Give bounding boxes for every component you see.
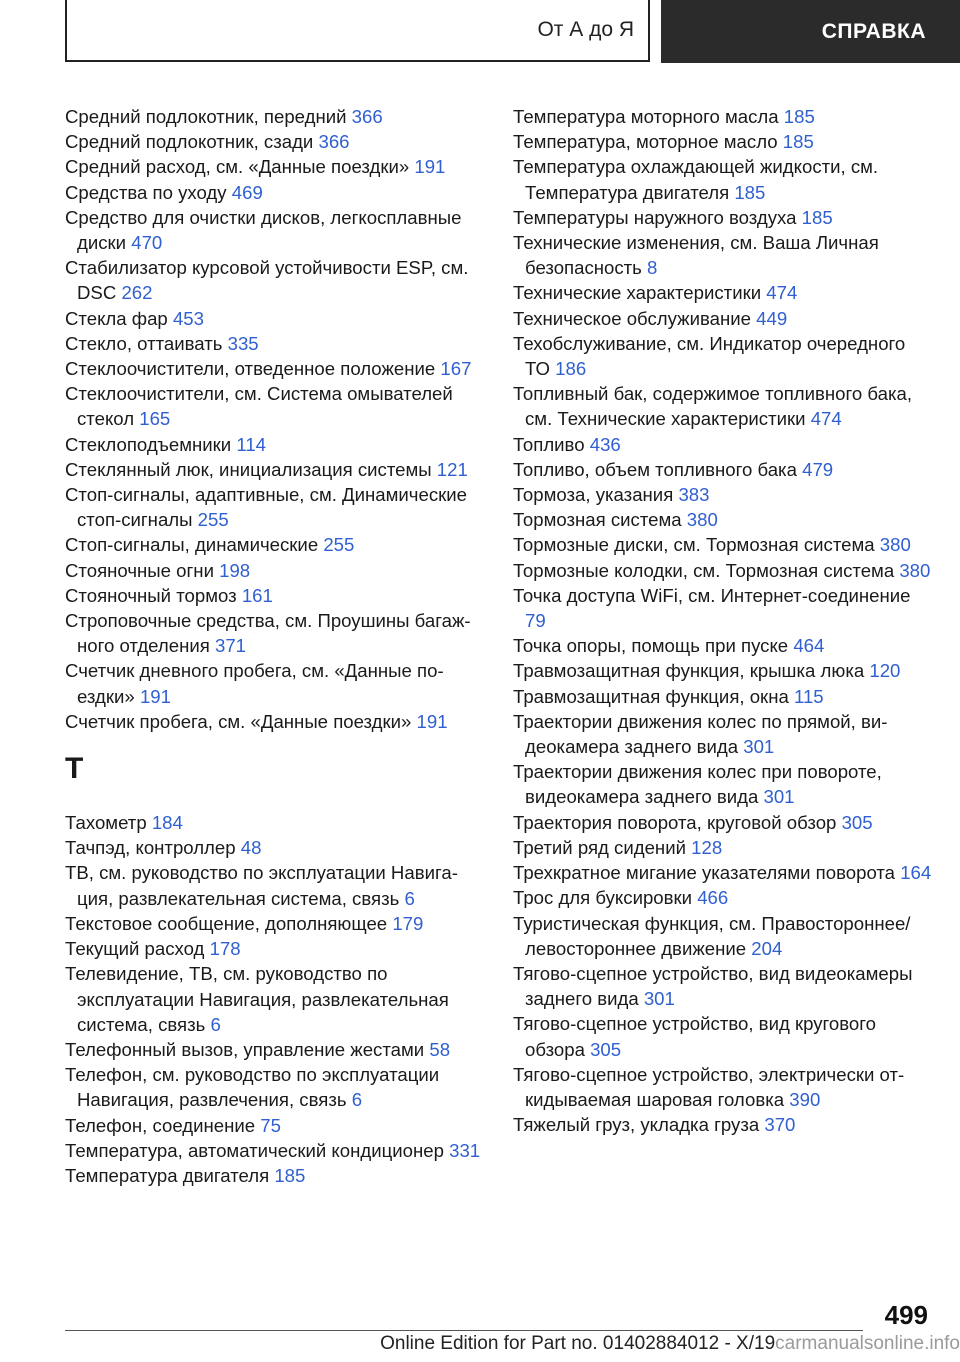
index-entry-text: Тягово-сцепное устройство, вид кругового обзора bbox=[513, 1013, 876, 1060]
page-link[interactable]: 79 bbox=[525, 610, 546, 632]
section-title: От А до Я bbox=[537, 18, 634, 41]
page-link[interactable]: 115 bbox=[793, 685, 824, 707]
page-link[interactable]: 370 bbox=[764, 1114, 796, 1136]
index-entry bbox=[65, 306, 485, 331]
page-link[interactable]: 191 bbox=[414, 156, 446, 178]
footer-watermark: carmanualsonline.info bbox=[775, 1333, 960, 1354]
index-entry-text: Стояночный тормоз bbox=[65, 584, 237, 606]
page-link[interactable]: 128 bbox=[691, 836, 723, 858]
index-entry-text: Счетчик пробега, см. «Данные поездки» bbox=[65, 710, 412, 732]
page-link[interactable]: 301 bbox=[743, 736, 775, 758]
index-entry-text: Стеклянный люк, инициализация системы bbox=[65, 458, 432, 480]
index-entry-text: Счетчик дневного пробега, см. «Данные поездки» bbox=[65, 660, 444, 707]
index-entry-text: Температуры наружного воздуха bbox=[513, 206, 797, 228]
index-entry bbox=[513, 532, 933, 557]
index-entry bbox=[65, 608, 485, 658]
index-entry-text: Техническое обслуживание bbox=[513, 307, 751, 329]
index-entry-text: Средства по уходу bbox=[65, 181, 227, 203]
index-entry-text: Травмозащитная функция, окна bbox=[513, 685, 789, 707]
page-link[interactable]: 380 bbox=[879, 534, 911, 556]
page-link[interactable]: 474 bbox=[810, 408, 842, 430]
index-entry-text: Стояночные огни bbox=[65, 559, 214, 581]
index-entry-text: Точка доступа WiFi, см. Интернет-соединение bbox=[513, 584, 911, 606]
page-link[interactable]: 178 bbox=[209, 938, 241, 960]
page-link[interactable]: 366 bbox=[351, 106, 383, 127]
index-entry-text: Тормозные диски, см. Тормозная система bbox=[513, 534, 875, 556]
index-entry bbox=[65, 381, 485, 431]
index-entry-text: Топливо bbox=[513, 433, 585, 455]
index-entry-text: Строповочные средства, см. Проушины багажного отделения bbox=[65, 610, 471, 657]
page-link[interactable]: 366 bbox=[318, 131, 350, 153]
page-link[interactable]: 380 bbox=[899, 559, 931, 581]
index-entry bbox=[65, 810, 485, 835]
index-entry bbox=[65, 961, 485, 1037]
page-link[interactable]: 114 bbox=[236, 433, 267, 455]
index-entry-text: Технические изменения, см. Ваша Личная безопасность bbox=[513, 232, 879, 279]
index-entry bbox=[65, 1037, 485, 1062]
index-entry bbox=[513, 911, 933, 961]
index-entry-text: Температура, моторное масло bbox=[513, 131, 778, 153]
index-entry bbox=[513, 835, 933, 860]
index-entry bbox=[513, 129, 933, 154]
index-entry-text: Тягово-сцепное устройство, вид видеокамеры заднего вида bbox=[513, 962, 913, 1010]
index-entry bbox=[65, 583, 485, 608]
index-entry bbox=[513, 885, 933, 910]
index-entry bbox=[513, 1011, 933, 1061]
index-entry-text: Технические характеристики bbox=[513, 282, 762, 304]
page-link[interactable]: 469 bbox=[231, 181, 263, 203]
index-entry bbox=[65, 860, 485, 910]
section-tab bbox=[65, 0, 650, 62]
page-link[interactable]: 8 bbox=[647, 257, 658, 279]
index-entry-text: Телефонный вызов, управление жестами bbox=[65, 1038, 425, 1060]
index-entry bbox=[513, 633, 933, 658]
index-entry bbox=[65, 936, 485, 961]
page-link[interactable]: 466 bbox=[697, 887, 729, 909]
index-entry bbox=[513, 104, 933, 129]
index-entry bbox=[513, 658, 933, 683]
index-entry bbox=[513, 558, 933, 583]
index-entry bbox=[65, 1138, 485, 1163]
page-link[interactable]: 185 bbox=[801, 206, 833, 228]
page-link[interactable]: 48 bbox=[240, 837, 262, 859]
index-column-right bbox=[513, 104, 933, 1137]
index-entry bbox=[513, 1112, 933, 1137]
page-link[interactable]: 75 bbox=[260, 1114, 281, 1136]
index-entry bbox=[513, 507, 933, 532]
index-entry bbox=[65, 205, 485, 255]
index-entry-text: Стекло, оттаивать bbox=[65, 332, 223, 354]
page-link[interactable]: 305 bbox=[590, 1038, 622, 1060]
page-link[interactable]: 184 bbox=[151, 812, 183, 834]
page-link[interactable]: 6 bbox=[351, 1089, 363, 1111]
index-entry-text: Тяжелый груз, укладка груза bbox=[513, 1114, 760, 1136]
index-entry-text: Тягово-сцепное устройство, электрически откидываемая шаровая головка bbox=[513, 1063, 905, 1110]
page-link[interactable]: 255 bbox=[197, 509, 229, 531]
index-entry bbox=[513, 306, 933, 331]
index-entry bbox=[513, 709, 933, 759]
index-entry bbox=[65, 154, 485, 179]
index-entry-text: Средство для очистки дисков, легкосплавные диски bbox=[65, 206, 462, 254]
page-link[interactable]: 464 bbox=[793, 635, 825, 657]
page-link[interactable]: 479 bbox=[802, 458, 834, 480]
page-link[interactable]: 164 bbox=[900, 862, 932, 884]
index-entry bbox=[513, 684, 933, 709]
page-link[interactable]: 335 bbox=[227, 332, 259, 354]
index-entry bbox=[65, 1062, 485, 1112]
index-entry-text: Топливный бак, содержимое топливного бака, см. Технические характеристики bbox=[513, 383, 913, 430]
index-entry bbox=[65, 658, 485, 708]
page-link[interactable]: 380 bbox=[686, 509, 718, 531]
index-entry-text: Средний подлокотник, передний bbox=[65, 106, 347, 127]
index-entry-text: Температура двигателя bbox=[65, 1164, 270, 1186]
index-entry bbox=[65, 532, 485, 557]
index-entry-text: Техобслуживание, см. Индикатор очередного ТО bbox=[513, 332, 906, 380]
chapter-tab bbox=[661, 0, 960, 63]
index-entry bbox=[513, 759, 933, 809]
index-entry bbox=[513, 457, 933, 482]
page-link[interactable]: 6 bbox=[404, 887, 415, 909]
index-entry-text: Средний подлокотник, сзади bbox=[65, 131, 314, 153]
index-entry-text: Стекла фар bbox=[65, 307, 168, 329]
page-link[interactable]: 262 bbox=[121, 282, 153, 304]
index-entry-text: ТВ, см. руководство по эксплуатации Навигация, развлекательная система, связь bbox=[65, 862, 458, 909]
index-list bbox=[513, 104, 933, 1137]
index-entry-text: Травмозащитная функция, крышка люка bbox=[513, 660, 865, 682]
index-entry bbox=[65, 432, 485, 457]
page-link[interactable]: 161 bbox=[241, 584, 273, 606]
index-list bbox=[65, 810, 485, 1188]
page-link[interactable]: 301 bbox=[643, 988, 675, 1010]
index-entry-text: Тормозная система bbox=[513, 509, 682, 531]
index-entry bbox=[65, 356, 485, 381]
page-link[interactable]: 305 bbox=[841, 811, 873, 833]
index-entry-text: Траектория поворота, круговой обзор bbox=[513, 811, 837, 833]
index-letter-heading: Т bbox=[65, 752, 84, 786]
page-link[interactable]: 191 bbox=[139, 685, 171, 707]
page-link[interactable]: 449 bbox=[756, 307, 788, 329]
page-header bbox=[65, 0, 960, 63]
index-entry bbox=[513, 482, 933, 507]
index-entry bbox=[65, 709, 485, 734]
page-link[interactable]: 179 bbox=[392, 912, 424, 934]
page-link[interactable]: 204 bbox=[751, 937, 783, 959]
footer bbox=[65, 1333, 960, 1355]
index-entry bbox=[65, 104, 485, 129]
index-entry-text: Телевидение, ТВ, см. руководство по эксплуатации Навигация, развлекательная система, связь bbox=[65, 963, 449, 1035]
page-link[interactable]: 165 bbox=[139, 408, 171, 430]
index-entry bbox=[513, 381, 933, 431]
index-entry-text: Телефон, см. руководство по эксплуатации Навигация, развлечения, связь bbox=[65, 1064, 440, 1111]
page-link[interactable]: 185 bbox=[782, 131, 814, 153]
index-entry bbox=[513, 860, 933, 885]
page-link[interactable]: 331 bbox=[449, 1139, 481, 1161]
index-entry bbox=[513, 230, 933, 280]
page-link[interactable]: 185 bbox=[783, 106, 815, 127]
page-link[interactable]: 58 bbox=[429, 1038, 451, 1060]
index-entry bbox=[65, 1163, 485, 1188]
index-entry-text: Температура, автоматический кондиционер bbox=[65, 1139, 444, 1161]
page-link[interactable]: 198 bbox=[219, 559, 251, 581]
page-link[interactable]: 371 bbox=[214, 635, 247, 657]
index-entry bbox=[513, 1062, 933, 1112]
page-link[interactable]: 120 bbox=[869, 660, 901, 682]
index-entry-text: Третий ряд сидений bbox=[513, 836, 686, 858]
index-entry-text: Траектории движения колес по прямой, видеокамера заднего вида bbox=[513, 710, 888, 758]
index-entry bbox=[513, 432, 933, 457]
index-entry bbox=[65, 129, 485, 154]
page-link[interactable]: 185 bbox=[274, 1164, 306, 1186]
index-entry bbox=[513, 583, 933, 633]
index-entry-text: Температура охлаждающей жидкости, см. Температура двигателя bbox=[513, 156, 879, 203]
index-entry bbox=[65, 457, 485, 482]
index-entry-text: Тахометр bbox=[65, 812, 147, 834]
chapter-title: СПРАВКА bbox=[821, 19, 926, 43]
index-list bbox=[65, 104, 485, 734]
index-entry-text: Стеклоочистители, см. Система омывателей стекол bbox=[65, 383, 453, 430]
index-entry bbox=[513, 961, 933, 1011]
index-entry bbox=[65, 180, 485, 205]
index-entry bbox=[513, 154, 933, 204]
footer-edition: Online Edition for Part no. 01402884012 - X/19 bbox=[380, 1333, 776, 1354]
index-entry bbox=[513, 280, 933, 305]
page-link[interactable]: 186 bbox=[555, 358, 587, 380]
page-link[interactable]: 453 bbox=[172, 307, 204, 329]
index-entry bbox=[65, 911, 485, 936]
index-entry-text: Телефон, соединение bbox=[65, 1114, 256, 1136]
page-link[interactable]: 191 bbox=[416, 710, 448, 732]
page-link[interactable]: 167 bbox=[440, 358, 472, 380]
index-entry-text: Точка опоры, помощь при пуске bbox=[513, 635, 789, 657]
index-entry-text: Топливо, объем топливного бака bbox=[513, 458, 797, 480]
page-number: 499 bbox=[884, 1300, 928, 1330]
index-entry-text: Стеклоподъемники bbox=[65, 433, 232, 455]
page-link[interactable]: 383 bbox=[678, 484, 710, 506]
index-entry-text: Стабилизатор курсовой устойчивости ESP, см. DSC bbox=[65, 257, 469, 304]
index-entry bbox=[65, 482, 485, 532]
index-entry-text: Трехкратное мигание указателями поворота bbox=[513, 862, 896, 884]
page-link[interactable]: 121 bbox=[436, 458, 468, 480]
page-link[interactable]: 6 bbox=[210, 1013, 221, 1035]
page-link[interactable]: 470 bbox=[131, 232, 163, 254]
page-link[interactable]: 390 bbox=[789, 1088, 821, 1110]
index-entry-text: Траектории движения колес при повороте, видеокамера заднего вида bbox=[513, 761, 882, 808]
page-link[interactable]: 255 bbox=[323, 534, 355, 556]
index-entry bbox=[65, 255, 485, 305]
index-entry bbox=[513, 205, 933, 230]
page-link[interactable]: 185 bbox=[734, 181, 766, 203]
page-link[interactable]: 301 bbox=[763, 786, 795, 808]
index-entry-text: Стоп-сигналы, динамические bbox=[65, 534, 319, 556]
index-entry-text: Тормозные колодки, см. Тормозная система bbox=[513, 559, 895, 581]
index-entry-text: Средний расход, см. «Данные поездки» bbox=[65, 156, 410, 178]
index-entry bbox=[65, 835, 485, 860]
index-entry bbox=[513, 810, 933, 835]
index-entry bbox=[65, 558, 485, 583]
index-column-left bbox=[65, 104, 485, 1188]
index-entry-text: Текстовое сообщение, дополняющее bbox=[65, 912, 388, 934]
footer-divider bbox=[65, 1330, 863, 1331]
index-entry-text: Стеклоочистители, отведенное положение bbox=[65, 358, 436, 380]
index-entry bbox=[65, 331, 485, 356]
index-entry-text: Туристическая функция, см. Правостороннее/левостороннее движение bbox=[513, 912, 911, 959]
index-entry-text: Температура моторного масла bbox=[513, 106, 779, 127]
index-entry bbox=[513, 331, 933, 381]
index-entry-text: Тормоза, указания bbox=[513, 484, 674, 506]
page-link[interactable]: 474 bbox=[766, 282, 798, 304]
index-entry-text: Стоп-сигналы, адаптивные, см. Динамические стоп-сигналы bbox=[65, 484, 467, 531]
index-entry-text: Тачпэд, контроллер bbox=[65, 837, 236, 859]
page-link[interactable]: 436 bbox=[589, 433, 621, 455]
index-entry-text: Текущий расход bbox=[65, 938, 205, 960]
index-entry-text: Трос для буксировки bbox=[513, 887, 693, 909]
index-entry bbox=[65, 1113, 485, 1138]
